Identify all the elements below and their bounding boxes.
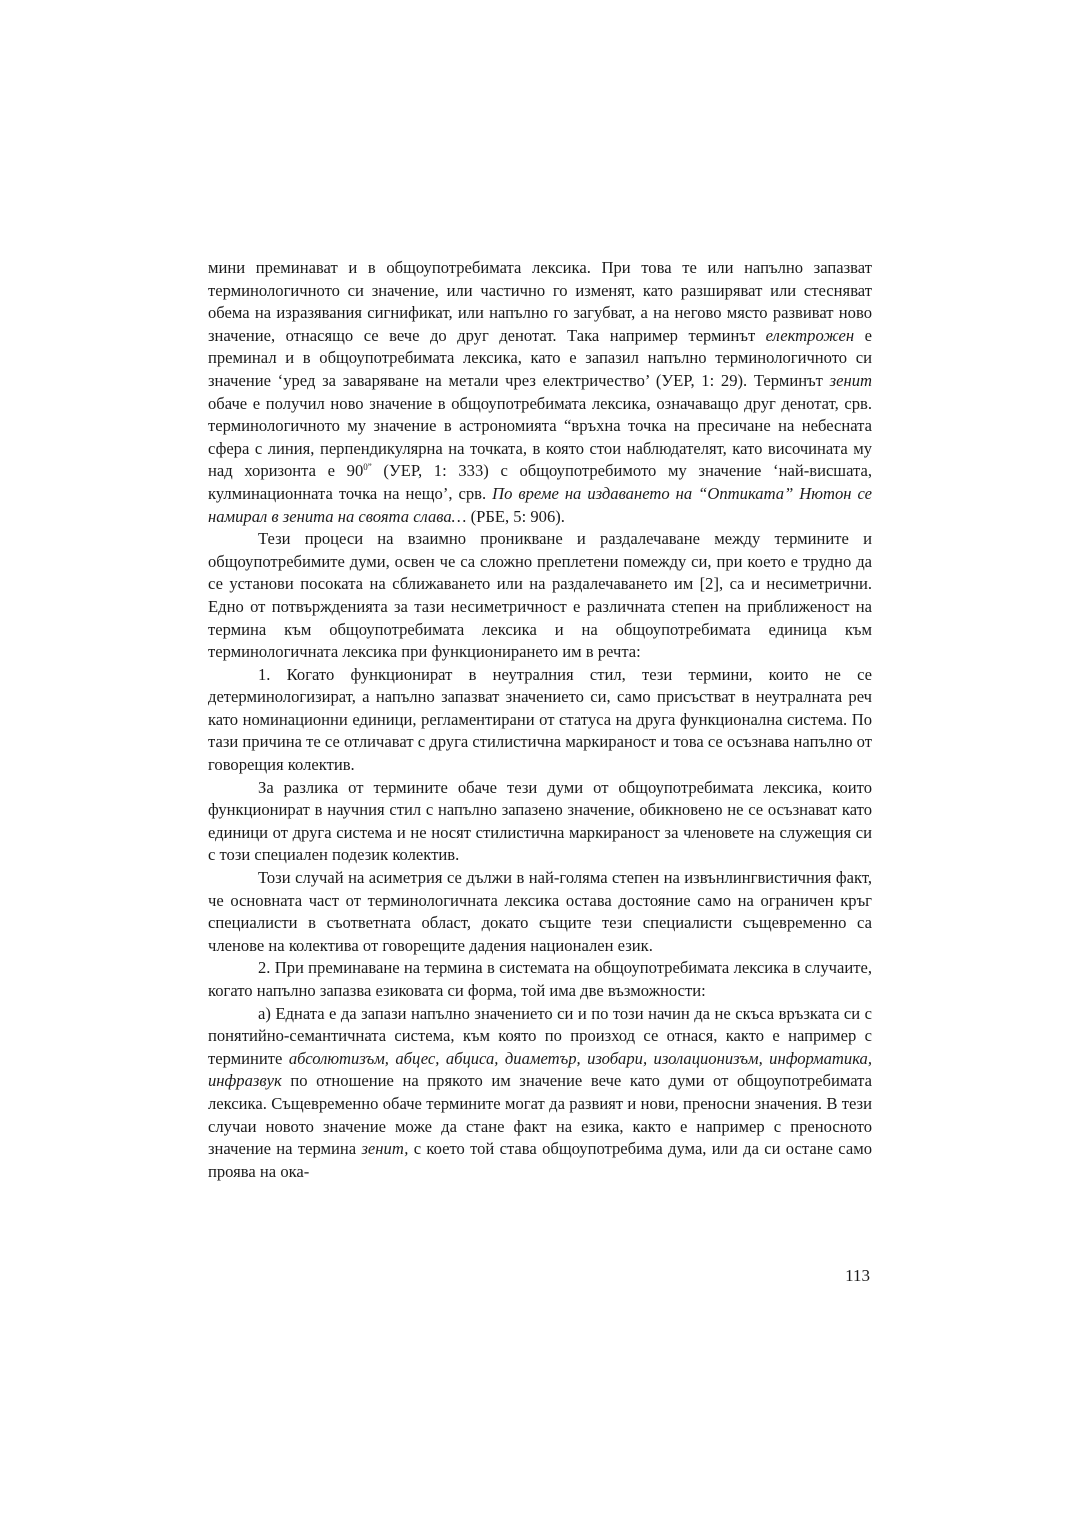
text-run: а) Едната е да запази напълно значението си и по този начин да не скъса връзката си с понятийно-семантичната система, към която по произход се отнася, както е например с термините: [208, 1003, 872, 1068]
text-run: обаче е получил ново значение в общоупотребимата лексика, означаващо друг денотат, срв. терминологичното му значение в астрономията “връхна точка на пресичане на небесната сфера с линия, перпендикулярна на точката, в която стои наблюдателят, като височината му над хоризонта е 90: [208, 393, 872, 481]
paragraph-item-2: [208, 957, 872, 1002]
paragraph: [208, 867, 872, 957]
text-run: с което той става общоупотребима дума, или да си остане само проява на ока-: [208, 1139, 872, 1181]
paragraph-item-1: [208, 664, 872, 777]
paragraph: [208, 777, 872, 867]
paragraph: [208, 528, 872, 664]
text-run: Тези процеси на взаимно проникване и раздалечаване между термините и общоупотребимите думи, освен че са сложно преплетени помежду си, при което е трудно да се установи посоката на сближаването или на раздалечаването им [2], са и несиметрични. Едно от потвържденията за тази несиметричност е различната степен на приближеност на термина към общоупотребимата лексика и на общоупотребимата единица към терминологичната лексика при функционирането им в речта:: [208, 529, 872, 662]
text-run: 2. При преминаване на термина в системата на общоупотребимата лексика в случаите, когато напълно запазва езиковата си форма, той има две възможности:: [208, 958, 872, 1000]
text-run: е преминал и в общоупотребимата лексика, като е запазил напълно терминологичното си значение ‘уред за заваряване на метали чрез електричество’ (УЕР, 1: 29). Терминът: [208, 325, 872, 390]
text-run: мини преминават и в общоупотребимата лексика. При това те или напълно запазват терминологичното си значение, или частично го изменят, като разширяват или стесняват обема на изразявания сигнификат, или напълно го загубват, а на негово място развиват ново значение, отнасящо се вече до друг денотат. Така например терминът: [208, 258, 872, 345]
italic-term: По време на издаването на “Оптиката” Нютон се намирал в зенита на своята слава…: [208, 483, 872, 526]
page-number: 113: [845, 1266, 870, 1285]
body-text: [208, 257, 872, 1183]
text-run: по отношение на прякото им значение вече като думи от общоупотребимата лексика. Същевременно обаче термините могат да развият и нови, преносни значения. В тези случаи новото значение може да стане факт на езика, както е например с преносното значение на термина: [208, 1071, 872, 1159]
text-run: За разлика от термините обаче тези думи от общоупотребимата лексика, които функционират в научния стил с напълно запазено значение, обикновено не се осъзнават като единици от друга система и не носят стилистична маркираност за членовете на служещия си с този специален подезик колектив.: [208, 777, 872, 865]
text-run: (УЕР, 1: 333) с общоупотребимото му значение ‘най-висшата, кулминационната точка на нещо’, срв.: [208, 461, 872, 503]
paragraph-item-2a: [208, 1003, 872, 1184]
superscript: 0”: [363, 462, 372, 473]
italic-term: електрожен: [765, 325, 855, 345]
text-run: Този случай на асиметрия се дължи в най-голяма степен на извънлингвистичния факт, че основната част от терминологичната лексика остава достояние само на ограничен кръг специалисти в съответната област, докато същите тези специалисти същевременно са членове на колектива от говорещите дадения национален език.: [208, 868, 872, 955]
italic-term: зенит: [829, 370, 872, 390]
paragraph-continued: [208, 257, 872, 528]
italic-term: абсолютизъм, абцес, абциса, диаметър, изобари, изолационизъм, информатика, инфразвук: [208, 1048, 872, 1091]
text-run: 1. Когато функционират в неутралния стил, тези термини, които не се детерминологизират, а напълно запазват значението си, само присъстват в неутралната реч като номинационни единици, регламентирани от статуса на друга функционална система. По тази причина те се отличават с друга стилистична маркираност и това се осъзнава напълно от говорещия колектив.: [208, 664, 872, 775]
italic-term: зенит,: [361, 1139, 409, 1159]
text-run: (РБЕ, 5: 906).: [466, 506, 565, 526]
